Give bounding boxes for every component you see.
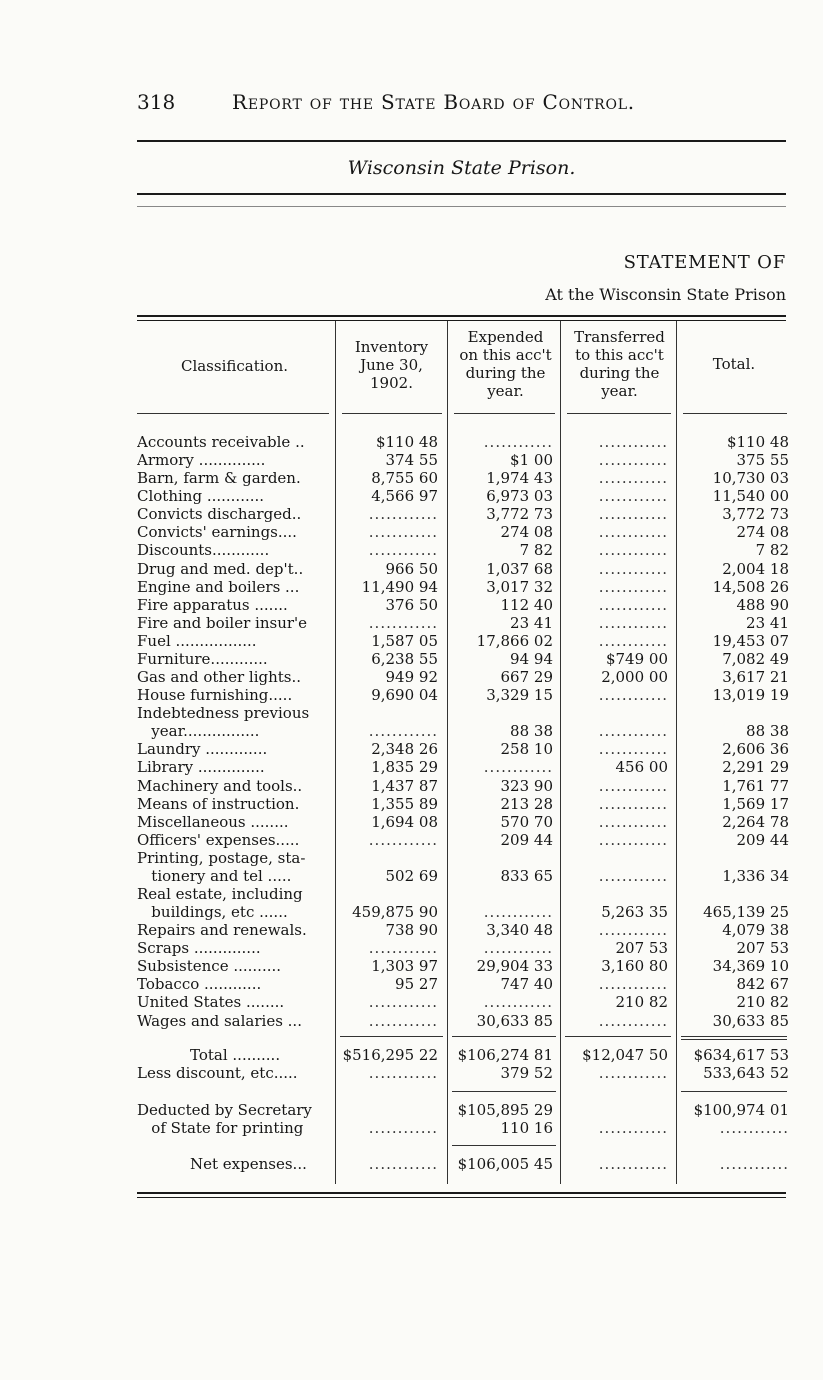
- table-row: [0, 867, 823, 885]
- row-classification: Net expenses...: [190, 1155, 307, 1173]
- total-row: [0, 1046, 823, 1064]
- less-discount-row: [0, 1064, 823, 1082]
- cell-transferred: ............: [598, 451, 668, 469]
- cell-inventory: ............: [368, 722, 438, 740]
- row-classification: Drug and med. dep't..: [137, 560, 304, 578]
- deducted-row: [0, 1101, 823, 1119]
- header-inventory-line: 1902.: [370, 374, 413, 392]
- subtotal-rule: [452, 1091, 556, 1092]
- table-row: [0, 885, 823, 903]
- cell-expended: 30,633 85: [476, 1012, 553, 1030]
- table-row: [0, 939, 823, 957]
- cell-total: ............: [719, 1119, 789, 1137]
- table-top-rule-thin: [137, 320, 786, 321]
- cell-transferred: ............: [598, 777, 668, 795]
- table-row: [0, 993, 823, 1011]
- table-row: [0, 903, 823, 921]
- cell-transferred: 210 82: [615, 993, 668, 1011]
- cell-inventory: 4,566 97: [371, 487, 438, 505]
- table-row: [0, 614, 823, 632]
- cell-transferred: ............: [598, 560, 668, 578]
- cell-total: 1,336 34: [722, 867, 789, 885]
- cell-expended: 747 40: [500, 975, 553, 993]
- top-rule: [137, 140, 786, 142]
- row-classification: tionery and tel .....: [137, 867, 292, 885]
- header-transferred: [561, 328, 678, 400]
- cell-expended: 3,017 32: [486, 578, 553, 596]
- cell-expended: 209 44: [500, 831, 553, 849]
- cell-transferred: 456 00: [615, 758, 668, 776]
- cell-transferred: ............: [598, 596, 668, 614]
- cell-inventory: ............: [368, 1064, 438, 1082]
- total-rule: [452, 1036, 556, 1037]
- cell-inventory: 502 69: [385, 867, 438, 885]
- row-classification: year................: [137, 722, 260, 740]
- cell-expended: 379 52: [500, 1064, 553, 1082]
- header-expended-line: year.: [487, 382, 524, 400]
- row-classification: Fire apparatus .......: [137, 596, 288, 614]
- header-inventory: [339, 338, 444, 392]
- cell-total: 1,569 17: [722, 795, 789, 813]
- cell-total: 465,139 25: [703, 903, 789, 921]
- cell-total: 11,540 00: [712, 487, 789, 505]
- total-rule: [340, 1036, 443, 1037]
- row-classification: Printing, postage, sta-: [137, 849, 306, 867]
- cell-inventory: ............: [368, 1119, 438, 1137]
- header-underline: [567, 413, 671, 414]
- cell-expended: ............: [483, 939, 553, 957]
- total-rule: [565, 1036, 671, 1037]
- row-classification: Machinery and tools..: [137, 777, 303, 795]
- table-row: [0, 975, 823, 993]
- table-row: [0, 487, 823, 505]
- row-classification: Library ..............: [137, 758, 265, 776]
- row-classification: Barn, farm & garden.: [137, 469, 301, 487]
- row-classification: Repairs and renewals.: [137, 921, 307, 939]
- cell-transferred: ............: [598, 523, 668, 541]
- cell-total: 2,291 29: [722, 758, 789, 776]
- deducted-row-cont: [0, 1119, 823, 1137]
- cell-inventory: ............: [368, 505, 438, 523]
- cell-total: 209 44: [736, 831, 789, 849]
- cell-expended: ............: [483, 433, 553, 451]
- cell-total: 210 82: [736, 993, 789, 1011]
- cell-expended: 3,772 73: [486, 505, 553, 523]
- table-row: [0, 1012, 823, 1030]
- row-classification: Convicts' earnings....: [137, 523, 297, 541]
- row-classification: Subsistence ..........: [137, 957, 282, 975]
- table-row: [0, 921, 823, 939]
- table-row: [0, 596, 823, 614]
- table-row: [0, 541, 823, 559]
- cell-expended: 112 40: [500, 596, 553, 614]
- row-classification: Fire and boiler insur'e: [137, 614, 308, 632]
- table-row: [0, 578, 823, 596]
- row-classification: Means of instruction.: [137, 795, 300, 813]
- row-classification: Fuel .................: [137, 632, 257, 650]
- cell-total: 274 08: [736, 523, 789, 541]
- cell-expended: 258 10: [500, 740, 553, 758]
- row-classification: of State for printing: [137, 1119, 304, 1137]
- cell-inventory: ............: [368, 993, 438, 1011]
- cell-expended: 274 08: [500, 523, 553, 541]
- cell-total: 19,453 07: [712, 632, 789, 650]
- net-expenses-row: [0, 1155, 823, 1173]
- cell-expended: $105,895 29: [457, 1101, 553, 1119]
- table-row: [0, 650, 823, 668]
- cell-inventory: 95 27: [395, 975, 438, 993]
- cell-inventory: ............: [368, 939, 438, 957]
- cell-transferred: ............: [598, 921, 668, 939]
- row-classification: Real estate, including: [137, 885, 303, 903]
- table-row: [0, 433, 823, 451]
- cell-expended: $1 00: [510, 451, 553, 469]
- statement-heading: STATEMENT OF: [623, 252, 786, 273]
- cell-transferred: 3,160 80: [601, 957, 668, 975]
- header-transferred-line: year.: [601, 382, 638, 400]
- cell-total: 375 55: [736, 451, 789, 469]
- bottom-rule-thin: [137, 1197, 786, 1198]
- header-expended-line: Expended: [467, 328, 544, 346]
- cell-expended: 6,973 03: [486, 487, 553, 505]
- cell-total: 488 90: [736, 596, 789, 614]
- cell-transferred: ............: [598, 1155, 668, 1173]
- cell-transferred: ............: [598, 578, 668, 596]
- cell-inventory: 11,490 94: [361, 578, 438, 596]
- row-classification: Indebtedness previous: [137, 704, 310, 722]
- cell-expended: 94 94: [510, 650, 553, 668]
- row-classification: buildings, etc ......: [137, 903, 288, 921]
- bottom-rule: [137, 1192, 786, 1194]
- cell-total: 2,004 18: [722, 560, 789, 578]
- table-row: [0, 668, 823, 686]
- row-classification: Accounts receivable ..: [137, 433, 305, 451]
- cell-total: 533,643 52: [703, 1064, 789, 1082]
- section-title: Wisconsin State Prison.: [347, 157, 576, 179]
- table-row: [0, 560, 823, 578]
- table-row: [0, 957, 823, 975]
- cell-expended: 23 41: [510, 614, 553, 632]
- table-row: [0, 777, 823, 795]
- running-head: [137, 90, 787, 120]
- row-classification: United States ........: [137, 993, 285, 1011]
- row-classification: Wages and salaries ...: [137, 1012, 302, 1030]
- cell-transferred: ............: [598, 1119, 668, 1137]
- cell-inventory: $110 48: [375, 433, 438, 451]
- header-underline: [683, 413, 787, 414]
- cell-transferred: $12,047 50: [582, 1046, 668, 1064]
- cell-total: 13,019 19: [712, 686, 789, 704]
- cell-total: 4,079 38: [722, 921, 789, 939]
- row-classification: Total ..........: [190, 1046, 281, 1064]
- header-total: Total.: [712, 355, 756, 373]
- table-row: [0, 740, 823, 758]
- page-number: 318: [137, 90, 176, 114]
- header-transferred-line: during the: [579, 364, 660, 382]
- table-row: [0, 686, 823, 704]
- cell-inventory: 1,355 89: [371, 795, 438, 813]
- row-classification: Miscellaneous ........: [137, 813, 289, 831]
- cell-inventory: ............: [368, 1155, 438, 1173]
- row-classification: House furnishing.....: [137, 686, 293, 704]
- row-classification: Engine and boilers ...: [137, 578, 300, 596]
- cell-expended: 323 90: [500, 777, 553, 795]
- cell-inventory: 459,875 90: [352, 903, 438, 921]
- cell-expended: 1,037 68: [486, 560, 553, 578]
- cell-expended: 213 28: [500, 795, 553, 813]
- cell-expended: 88 38: [510, 722, 553, 740]
- cell-inventory: 6,238 55: [371, 650, 438, 668]
- cell-total: ............: [719, 1155, 789, 1173]
- cell-total: 3,617 21: [722, 668, 789, 686]
- cell-expended: 110 16: [500, 1119, 553, 1137]
- cell-total: $634,617 53: [693, 1046, 789, 1064]
- header-underline: [454, 413, 555, 414]
- table-top-rule: [137, 315, 786, 317]
- cell-total: 2,606 36: [722, 740, 789, 758]
- cell-inventory: 1,303 97: [371, 957, 438, 975]
- header-expended-line: during the: [465, 364, 546, 382]
- row-classification: Less discount, etc.....: [137, 1064, 298, 1082]
- cell-transferred: ............: [598, 740, 668, 758]
- cell-transferred: ............: [598, 813, 668, 831]
- cell-transferred: ............: [598, 795, 668, 813]
- table-row: [0, 632, 823, 650]
- table-row: [0, 451, 823, 469]
- section-rule: [137, 193, 786, 195]
- cell-expended: 7 82: [519, 541, 553, 559]
- cell-inventory: 8,755 60: [371, 469, 438, 487]
- row-classification: Officers' expenses.....: [137, 831, 300, 849]
- total-rule: [681, 1036, 787, 1037]
- table-row: [0, 831, 823, 849]
- cell-transferred: ............: [598, 975, 668, 993]
- table-row: [0, 469, 823, 487]
- cell-total: 88 38: [746, 722, 789, 740]
- section-rule-thin: [137, 206, 786, 207]
- cell-transferred: ............: [598, 867, 668, 885]
- row-classification: Deducted by Secretary: [137, 1101, 312, 1119]
- cell-inventory: ............: [368, 541, 438, 559]
- header-classification: Classification.: [180, 357, 289, 375]
- cell-expended: 3,340 48: [486, 921, 553, 939]
- cell-total: 1,761 77: [722, 777, 789, 795]
- cell-expended: $106,274 81: [457, 1046, 553, 1064]
- cell-transferred: ............: [598, 831, 668, 849]
- header-transferred-line: to this acc't: [575, 346, 664, 364]
- cell-transferred: 207 53: [615, 939, 668, 957]
- cell-transferred: 2,000 00: [601, 668, 668, 686]
- table-row: [0, 523, 823, 541]
- cell-transferred: $749 00: [605, 650, 668, 668]
- subtotal-rule: [681, 1091, 787, 1092]
- cell-inventory: 9,690 04: [371, 686, 438, 704]
- row-classification: Clothing ............: [137, 487, 265, 505]
- cell-inventory: 738 90: [385, 921, 438, 939]
- cell-expended: 667 29: [500, 668, 553, 686]
- cell-total: 7,082 49: [722, 650, 789, 668]
- cell-transferred: ............: [598, 433, 668, 451]
- cell-expended: 17,866 02: [476, 632, 553, 650]
- cell-transferred: ............: [598, 686, 668, 704]
- report-title: Report of the State Board of Control.: [232, 90, 635, 114]
- cell-inventory: 966 50: [385, 560, 438, 578]
- cell-total: $110 48: [726, 433, 789, 451]
- row-classification: Armory ..............: [137, 451, 266, 469]
- cell-transferred: ............: [598, 505, 668, 523]
- cell-total: 3,772 73: [722, 505, 789, 523]
- cell-transferred: ............: [598, 541, 668, 559]
- cell-total: 2,264 78: [722, 813, 789, 831]
- row-classification: Scraps ..............: [137, 939, 261, 957]
- cell-transferred: ............: [598, 1012, 668, 1030]
- row-classification: Discounts............: [137, 541, 270, 559]
- cell-transferred: ............: [598, 1064, 668, 1082]
- cell-inventory: ............: [368, 614, 438, 632]
- cell-expended: 29,904 33: [476, 957, 553, 975]
- table-row: [0, 505, 823, 523]
- cell-inventory: ............: [368, 523, 438, 541]
- cell-inventory: 376 50: [385, 596, 438, 614]
- cell-expended: ............: [483, 758, 553, 776]
- header-underline: [137, 413, 329, 414]
- cell-inventory: 2,348 26: [371, 740, 438, 758]
- cell-expended: 1,974 43: [486, 469, 553, 487]
- cell-expended: 3,329 15: [486, 686, 553, 704]
- cell-total: 10,730 03: [712, 469, 789, 487]
- cell-inventory: 374 55: [385, 451, 438, 469]
- header-inventory-line: June 30,: [360, 356, 423, 374]
- table-row: [0, 795, 823, 813]
- cell-total: 207 53: [736, 939, 789, 957]
- cell-total: 30,633 85: [712, 1012, 789, 1030]
- cell-total: 7 82: [755, 541, 789, 559]
- table-row: [0, 722, 823, 740]
- row-classification: Laundry .............: [137, 740, 268, 758]
- header-transferred-line: Transferred: [574, 328, 665, 346]
- header-expended: [448, 328, 563, 400]
- cell-inventory: $516,295 22: [342, 1046, 438, 1064]
- cell-inventory: ............: [368, 1012, 438, 1030]
- row-classification: Gas and other lights..: [137, 668, 302, 686]
- cell-total: 23 41: [746, 614, 789, 632]
- table-row: [0, 813, 823, 831]
- cell-total: 14,508 26: [712, 578, 789, 596]
- cell-inventory: ............: [368, 831, 438, 849]
- header-expended-line: on this acc't: [459, 346, 552, 364]
- row-classification: Tobacco ............: [137, 975, 262, 993]
- cell-inventory: 1,437 87: [371, 777, 438, 795]
- cell-expended: $106,005 45: [457, 1155, 553, 1173]
- row-classification: Convicts discharged..: [137, 505, 302, 523]
- cell-inventory: 1,694 08: [371, 813, 438, 831]
- cell-total: 842 67: [736, 975, 789, 993]
- header-underline: [342, 413, 442, 414]
- table-row: [0, 849, 823, 867]
- table-row: [0, 758, 823, 776]
- header-inventory-line: Inventory: [354, 338, 429, 356]
- cell-total: $100,974 01: [693, 1101, 789, 1119]
- cell-inventory: 949 92: [385, 668, 438, 686]
- cell-total: 34,369 10: [712, 957, 789, 975]
- cell-transferred: ............: [598, 722, 668, 740]
- total-rule: [681, 1039, 787, 1040]
- table-row: [0, 704, 823, 722]
- cell-transferred: ............: [598, 614, 668, 632]
- cell-expended: ............: [483, 993, 553, 1011]
- cell-inventory: 1,835 29: [371, 758, 438, 776]
- cell-transferred: ............: [598, 487, 668, 505]
- net-rule: [452, 1145, 556, 1146]
- cell-expended: 833 65: [500, 867, 553, 885]
- cell-expended: ............: [483, 903, 553, 921]
- statement-subheading: At the Wisconsin State Prison: [545, 285, 786, 304]
- cell-transferred: ............: [598, 632, 668, 650]
- cell-expended: 570 70: [500, 813, 553, 831]
- row-classification: Furniture............: [137, 650, 268, 668]
- cell-transferred: ............: [598, 469, 668, 487]
- cell-transferred: 5,263 35: [601, 903, 668, 921]
- cell-inventory: 1,587 05: [371, 632, 438, 650]
